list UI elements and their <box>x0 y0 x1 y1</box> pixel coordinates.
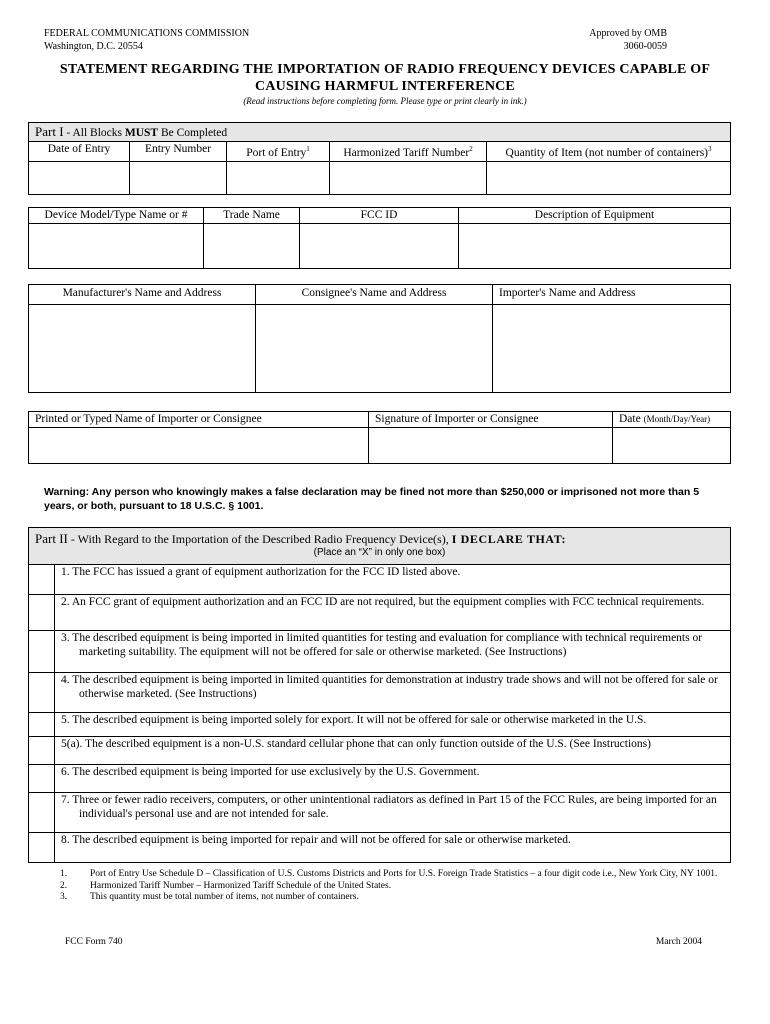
date-label <box>613 412 731 428</box>
option-1-checkbox[interactable] <box>29 565 55 595</box>
entry-number-field[interactable] <box>130 161 227 194</box>
omb-approval <box>589 27 667 53</box>
fcc-id-label: FCC ID <box>300 208 459 224</box>
importer-label: Importer's Name and Address <box>493 285 731 305</box>
option-7 <box>55 793 731 833</box>
signature-label: Signature of Importer or Consignee <box>369 412 613 428</box>
date-of-entry-field[interactable] <box>29 161 130 194</box>
consignee-label: Consignee's Name and Address <box>256 285 493 305</box>
option-5 <box>55 713 731 737</box>
footnote-1-text: Port of Entry Use Schedule D – Classification of U.S. Customs Districts and Ports for U.S. Foreign Trade Statistics – a four digit code i.e., New York City, NY 1001. <box>90 869 718 879</box>
part1-label: Part I <box>35 124 64 139</box>
manufacturer-field[interactable] <box>29 305 256 393</box>
form-title-line1: STATEMENT REGARDING THE IMPORTATION OF RADIO FREQUENCY DEVICES CAPABLE OF <box>59 62 711 77</box>
agency-location: Washington, D.C. 20554 <box>44 41 143 52</box>
option-5-text: 5. The described equipment is being imported solely for export. It will not be offered for sale or otherwise marketed in the U.S. <box>61 714 647 726</box>
description-field[interactable] <box>459 224 731 269</box>
agency-header <box>44 27 249 53</box>
option-4-text: 4. The described equipment is being imported in limited quantities for demonstration at industry trade shows and will not be offered for sale or otherwise marketed. (See Instructions) <box>61 674 718 700</box>
option-4-checkbox[interactable] <box>29 673 55 713</box>
form-date: March 2004 <box>655 937 702 947</box>
tariff-number-text: Harmonized Tariff Number <box>343 146 470 159</box>
port-of-entry-label <box>227 142 330 162</box>
option-6-text: 6. The described equipment is being imported for use exclusively by the U.S. Government. <box>61 766 480 778</box>
device-model-field[interactable] <box>29 224 204 269</box>
form-number: FCC Form 740 <box>65 937 123 947</box>
entry-number-label: Entry Number <box>130 142 227 162</box>
part1-must: MUST <box>124 127 159 139</box>
option-5a <box>55 737 731 765</box>
printed-name-field[interactable] <box>29 428 369 464</box>
option-7-text: 7. Three or fewer radio receivers, computers, or other unintentional radiators as defined in Part 15 of the FCC Rules, are being imported for an individual's personal use and are not intended for sale. <box>61 794 717 820</box>
option-8-checkbox[interactable] <box>29 833 55 863</box>
port-of-entry-text: Port of Entry <box>246 146 307 159</box>
part2-declare: I DECLARE THAT: <box>451 532 567 546</box>
tariff-number-label <box>330 142 487 162</box>
description-label: Description of Equipment <box>459 208 731 224</box>
date-field[interactable] <box>613 428 731 464</box>
option-6-checkbox[interactable] <box>29 765 55 793</box>
footnote-3-text: This quantity must be total number of items, not number of containers. <box>90 892 359 902</box>
part1-table-row1 <box>28 122 731 195</box>
footnote-2 <box>60 881 740 893</box>
option-8 <box>55 833 731 863</box>
option-2-checkbox[interactable] <box>29 595 55 631</box>
footnote-ref-1: 1 <box>306 145 310 153</box>
date-of-entry-label: Date of Entry <box>29 142 130 162</box>
quantity-text: Quantity of Item (not number of containers) <box>505 146 708 159</box>
agency-name: FEDERAL COMMUNICATIONS COMMISSION <box>44 28 250 39</box>
option-6 <box>55 765 731 793</box>
footnote-1 <box>60 869 740 881</box>
date-label-text: Date <box>619 413 641 425</box>
part1-header <box>29 123 731 142</box>
trade-name-field[interactable] <box>204 224 300 269</box>
part1-sub-suffix: Be Completed <box>158 127 228 139</box>
option-8-text: 8. The described equipment is being imported for repair and will not be offered for sale or otherwise marketed. <box>61 834 571 846</box>
form-title <box>30 61 740 95</box>
warning-text: Warning: Any person who knowingly makes a false declaration may be fined not more than $250,000 or imprisoned not more than 5 years, or both, pursuant to 18 U.S.C. § 1001. <box>44 486 700 512</box>
printed-name-label: Printed or Typed Name of Importer or Consignee <box>29 412 369 428</box>
option-1 <box>55 565 731 595</box>
footnote-3 <box>60 892 740 904</box>
option-3-checkbox[interactable] <box>29 631 55 673</box>
part2-table <box>28 527 731 863</box>
option-3-text: 3. The described equipment is being imported in limited quantities for testing and evaluation for compliance with technical requirements or marketing suitability. The equipment will not be offered for sale or otherwise marketed. (See Instructions) <box>61 632 703 658</box>
omb-number: 3060-0059 <box>623 41 667 52</box>
part1-sub-prefix: - All Blocks <box>63 127 125 139</box>
omb-approved-label: Approved by OMB <box>589 28 667 39</box>
part1-table-row2 <box>28 207 731 269</box>
part2-label: Part II <box>35 531 68 546</box>
fcc-id-field[interactable] <box>300 224 459 269</box>
option-5a-checkbox[interactable] <box>29 737 55 765</box>
form-instructions: (Read instructions before completing form. Please type or print clearly in ink.) <box>243 96 527 106</box>
footnote-1-number: 1. <box>60 869 68 879</box>
option-5-checkbox[interactable] <box>29 713 55 737</box>
part2-sub: - With Regard to the Importation of the Described Radio Frequency Device(s), <box>67 532 452 546</box>
part2-note: (Place an “X” in only one box) <box>313 547 446 558</box>
footnotes <box>60 869 740 904</box>
trade-name-label: Trade Name <box>204 208 300 224</box>
tariff-number-field[interactable] <box>330 161 487 194</box>
form-title-line2: CAUSING HARMFUL INTERFERENCE <box>255 79 515 94</box>
part1-table-row3 <box>28 284 731 393</box>
part1-table-row4 <box>28 411 731 464</box>
footnote-ref-2: 2 <box>469 145 473 153</box>
option-2-text: 2. An FCC grant of equipment authorization and an FCC ID are not required, but the equipment complies with FCC technical requirements. <box>61 596 705 608</box>
quantity-label <box>487 142 731 162</box>
manufacturer-label: Manufacturer's Name and Address <box>29 285 256 305</box>
option-3 <box>55 631 731 673</box>
option-1-text: 1. The FCC has issued a grant of equipment authorization for the FCC ID listed above. <box>61 566 461 578</box>
part2-header <box>29 528 731 565</box>
date-format: (Month/Day/Year) <box>643 414 711 424</box>
port-of-entry-field[interactable] <box>227 161 330 194</box>
footnote-2-number: 2. <box>60 880 68 891</box>
consignee-field[interactable] <box>256 305 493 393</box>
quantity-field[interactable] <box>487 161 731 194</box>
footnote-3-number: 3. <box>60 892 68 902</box>
option-5a-text: 5(a). The described equipment is a non-U.S. standard cellular phone that can only function outside of the U.S. (See Instructions) <box>61 738 651 750</box>
option-4 <box>55 673 731 713</box>
option-7-checkbox[interactable] <box>29 793 55 833</box>
option-2 <box>55 595 731 631</box>
footnote-2-text: Harmonized Tariff Number – Harmonized Tariff Schedule of the United States. <box>90 880 392 891</box>
footnote-ref-3: 3 <box>708 145 712 153</box>
device-model-label: Device Model/Type Name or # <box>29 208 204 224</box>
signature-field[interactable] <box>369 428 613 464</box>
importer-field[interactable] <box>493 305 731 393</box>
